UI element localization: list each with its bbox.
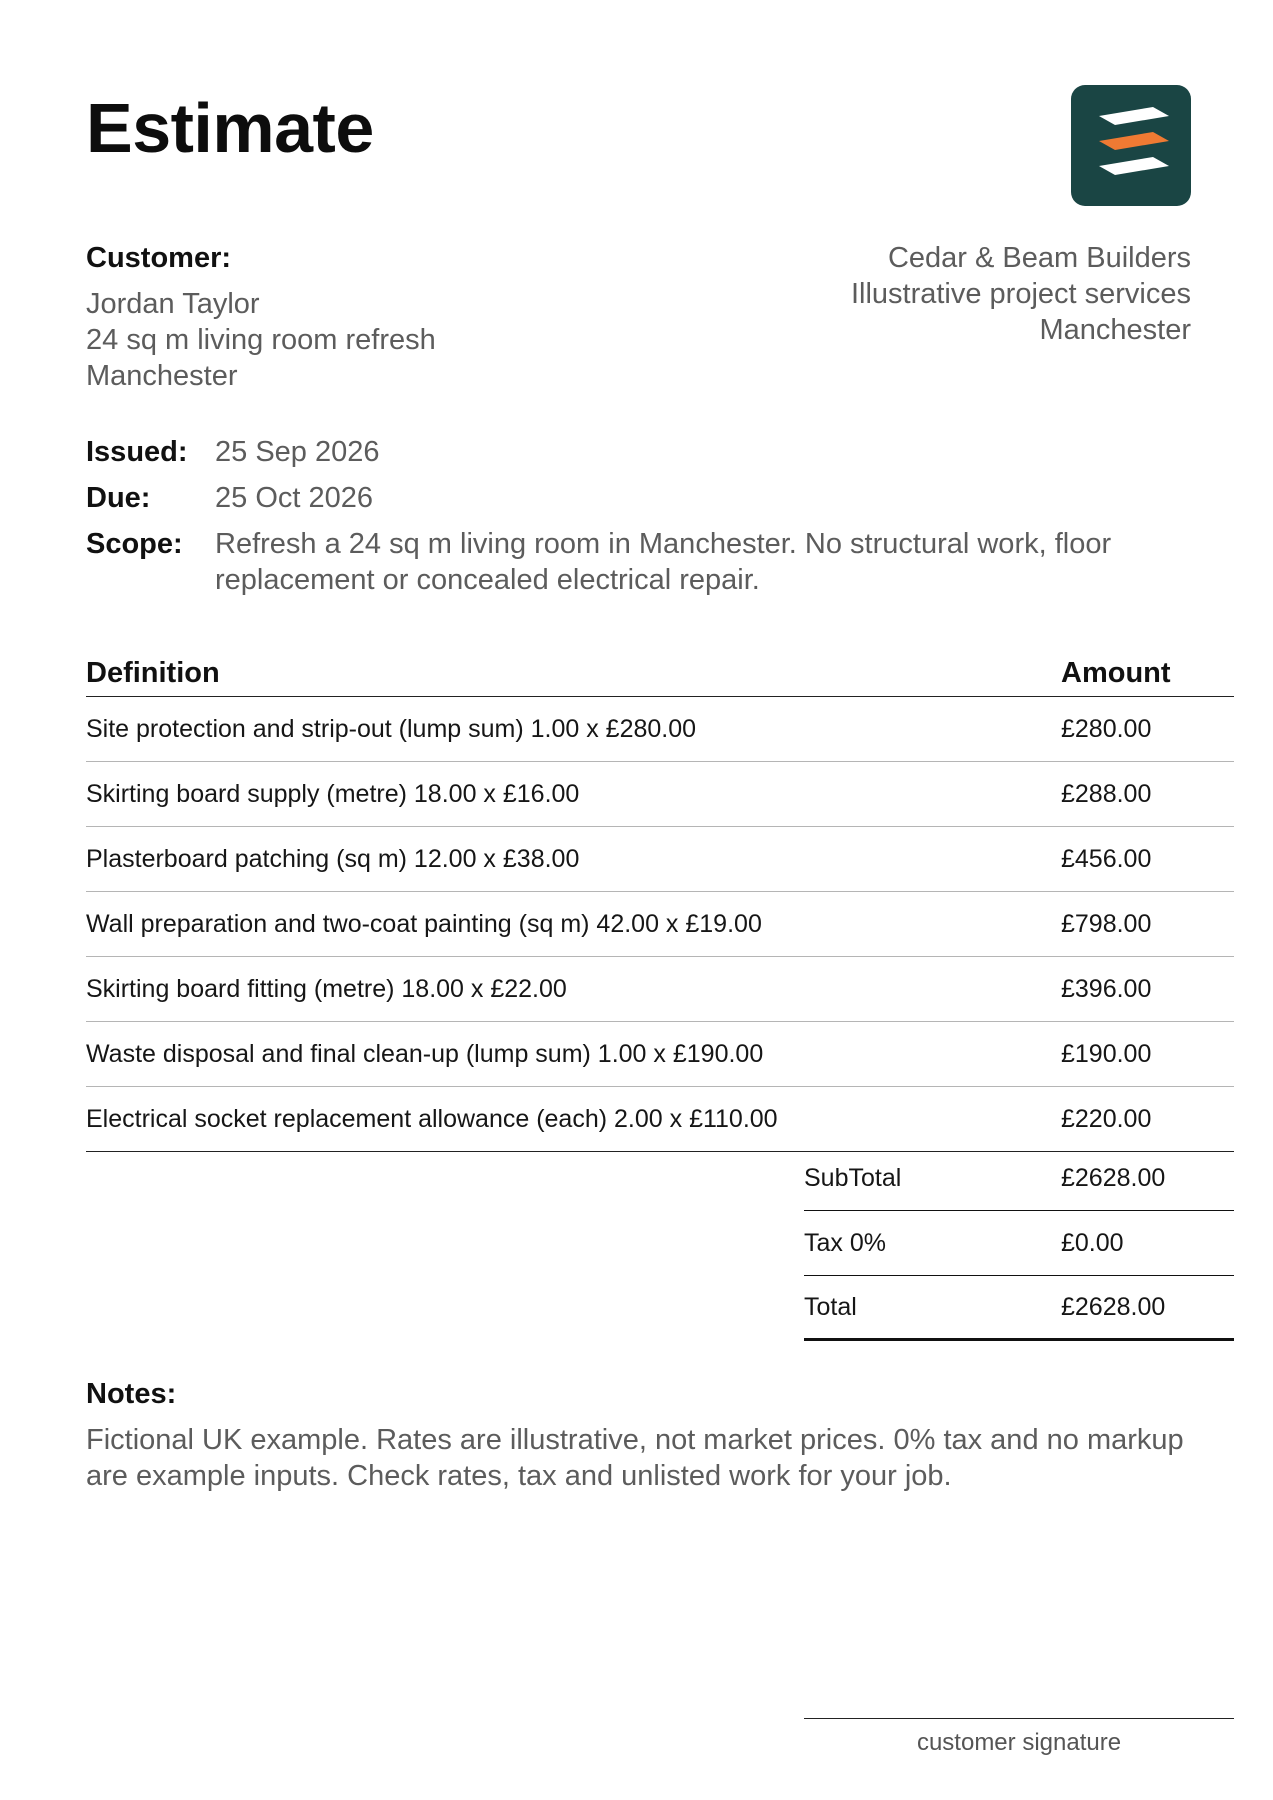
notes-label: Notes: <box>86 1378 177 1410</box>
total-row <box>804 1276 1234 1341</box>
issued-row <box>86 434 1196 470</box>
total-value: £2628.00 <box>1061 1292 1166 1321</box>
item-definition: Electrical socket replacement allowance (each) 2.00 x £110.00 <box>86 1104 778 1133</box>
signature-label: customer signature <box>916 1729 1122 1756</box>
customer-name: Jordan Taylor <box>86 288 260 320</box>
tax-label: Tax 0% <box>804 1228 886 1257</box>
table-row <box>86 827 1234 892</box>
scope-label: Scope: <box>86 528 183 560</box>
company-city: Manchester <box>1039 314 1191 346</box>
scope-text: Refresh a 24 sq m living room in Manchester. No structural work, floor replacement or concealed electrical repair. <box>215 528 1112 596</box>
customer-block <box>86 240 646 394</box>
table-row <box>86 957 1234 1022</box>
item-definition: Wall preparation and two-coat painting (sq m) 42.00 x £19.00 <box>86 909 762 938</box>
item-definition: Skirting board supply (metre) 18.00 x £16.00 <box>86 779 580 808</box>
table-header <box>86 651 1234 697</box>
scope-row <box>86 526 1196 598</box>
issued-date: 25 Sep 2026 <box>215 436 380 468</box>
subtotal-row <box>804 1146 1234 1211</box>
company-name: Cedar & Beam Builders <box>887 242 1191 274</box>
definition-column-header: Definition <box>86 657 220 689</box>
table-row <box>86 1087 1234 1152</box>
notes-block <box>86 1376 1206 1494</box>
customer-label: Customer: <box>86 242 232 274</box>
item-amount: £396.00 <box>1061 974 1152 1003</box>
due-date: 25 Oct 2026 <box>215 482 373 514</box>
due-label: Due: <box>86 482 151 514</box>
table-row <box>86 762 1234 827</box>
tax-row <box>804 1211 1234 1276</box>
estimate-meta <box>86 434 1196 608</box>
item-amount: £190.00 <box>1061 1039 1152 1068</box>
table-row <box>86 697 1234 762</box>
issued-label: Issued: <box>86 436 188 468</box>
total-label: Total <box>804 1292 857 1321</box>
due-row <box>86 480 1196 516</box>
subtotal-value: £2628.00 <box>1061 1163 1166 1192</box>
table-row <box>86 1022 1234 1087</box>
company-block <box>671 240 1191 348</box>
company-logo-icon <box>1071 85 1191 206</box>
item-amount: £220.00 <box>1061 1104 1152 1133</box>
item-definition: Site protection and strip-out (lump sum) 1.00 x £280.00 <box>86 714 697 743</box>
item-amount: £798.00 <box>1061 909 1152 938</box>
line-items-table <box>86 651 1234 1152</box>
company-tagline: Illustrative project services <box>850 278 1191 310</box>
customer-city: Manchester <box>86 360 238 392</box>
notes-text: Fictional UK example. Rates are illustrative, not market prices. 0% tax and no markup are example inputs. Check rates, tax and unlisted work for your job. <box>86 1424 1184 1492</box>
item-definition: Waste disposal and final clean-up (lump sum) 1.00 x £190.00 <box>86 1039 764 1068</box>
item-amount: £280.00 <box>1061 714 1152 743</box>
item-definition: Skirting board fitting (metre) 18.00 x £22.00 <box>86 974 567 1003</box>
tax-value: £0.00 <box>1061 1228 1124 1257</box>
table-row <box>86 892 1234 957</box>
page-title: Estimate <box>86 89 374 167</box>
totals-block <box>804 1146 1234 1341</box>
item-amount: £288.00 <box>1061 779 1152 808</box>
amount-column-header: Amount <box>1061 657 1171 689</box>
item-amount: £456.00 <box>1061 844 1152 873</box>
stacked-boards-icon <box>1071 85 1191 206</box>
item-definition: Plasterboard patching (sq m) 12.00 x £38.00 <box>86 844 580 873</box>
subtotal-label: SubTotal <box>804 1163 902 1192</box>
customer-project: 24 sq m living room refresh <box>86 324 436 356</box>
signature-line <box>804 1718 1234 1757</box>
